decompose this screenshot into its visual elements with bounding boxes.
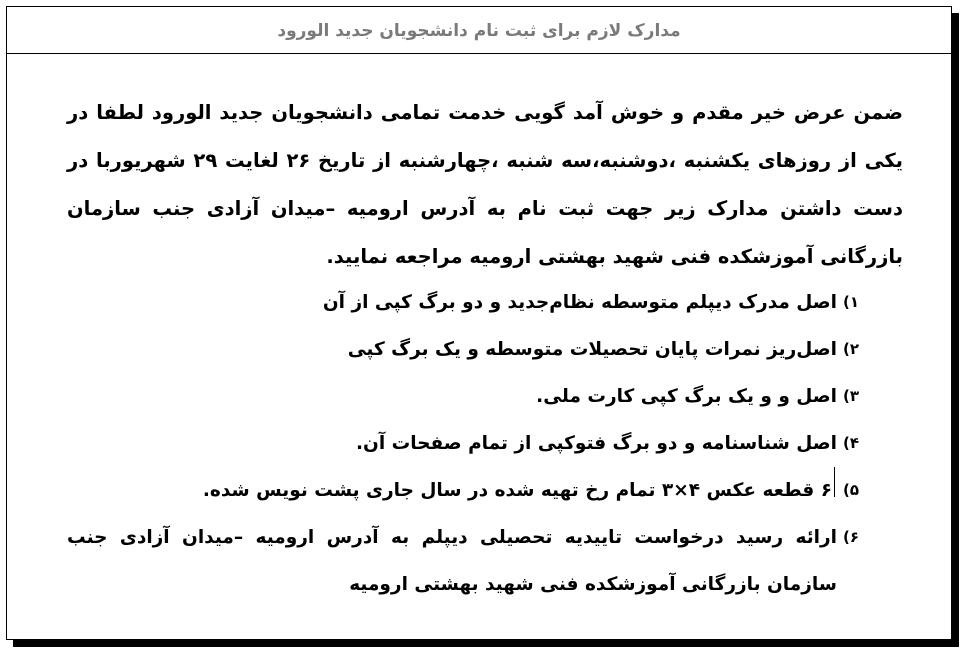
text-cursor (834, 467, 835, 497)
list-item (67, 514, 859, 608)
intro-paragraph: ضمن عرض خیر مقدم و خوش آمد گویی خدمت تمامی دانشجویان جدید الورود لطفا در یکی از روزهای یکشنبه ،دوشنبه،سه شنبه ،چهارشنبه از تاریخ ۲۶ لغایت ۲۹ شهریوربا در دست داشتن مدارک زیر جهت ثبت نام به آدرس ارومیه –میدان آزادی جنب سازمان بازرگانی آموزشکده فنی شهید بهشتی ارومیه مراجعه نمایید. (67, 101, 903, 268)
list-item-number: ۲) (842, 340, 859, 358)
list-item-text: اصل‌ریز نمرات پایان تحصیلات متوسطه و یک برگ کپی (347, 339, 837, 360)
list-item (67, 326, 859, 373)
list-item-text: ۶ قطعه عکس ۴×۳ تمام رخ تهیه شده در سال جاری پشت نویس شده. (202, 480, 832, 501)
list-item (67, 467, 859, 514)
list-item-text: اصل و و یک برگ کپی کارت ملی. (536, 386, 837, 407)
requirements-list (67, 279, 859, 608)
document-title: مدارک لازم برای ثبت نام دانشجویان جدید الورود (277, 21, 681, 41)
list-item-number: ۵) (842, 481, 859, 499)
list-item-text: اصل مدرک دیپلم متوسطه نظام‌جدید و دو برگ کپی از آن (322, 292, 837, 313)
list-item-number: ۱) (842, 293, 859, 311)
list-item-number: ۴) (842, 434, 859, 452)
list-item-text: ارائه رسید درخواست تاییدیه تحصیلی دیپلم به آدرس ارومیه –میدان آزادی جنب سازمان بازرگانی آموزشکده فنی شهید بهشتی ارومیه (67, 527, 837, 595)
list-item-number: ۶) (842, 528, 859, 546)
list-item-text: اصل شناسنامه و دو برگ فتوکپی از تمام صفحات آن. (356, 433, 837, 454)
list-item-number: ۳) (842, 387, 859, 405)
title-divider (7, 53, 951, 54)
list-item (67, 373, 859, 420)
document-frame (6, 6, 952, 640)
list-item (67, 279, 859, 326)
list-item (67, 420, 859, 467)
